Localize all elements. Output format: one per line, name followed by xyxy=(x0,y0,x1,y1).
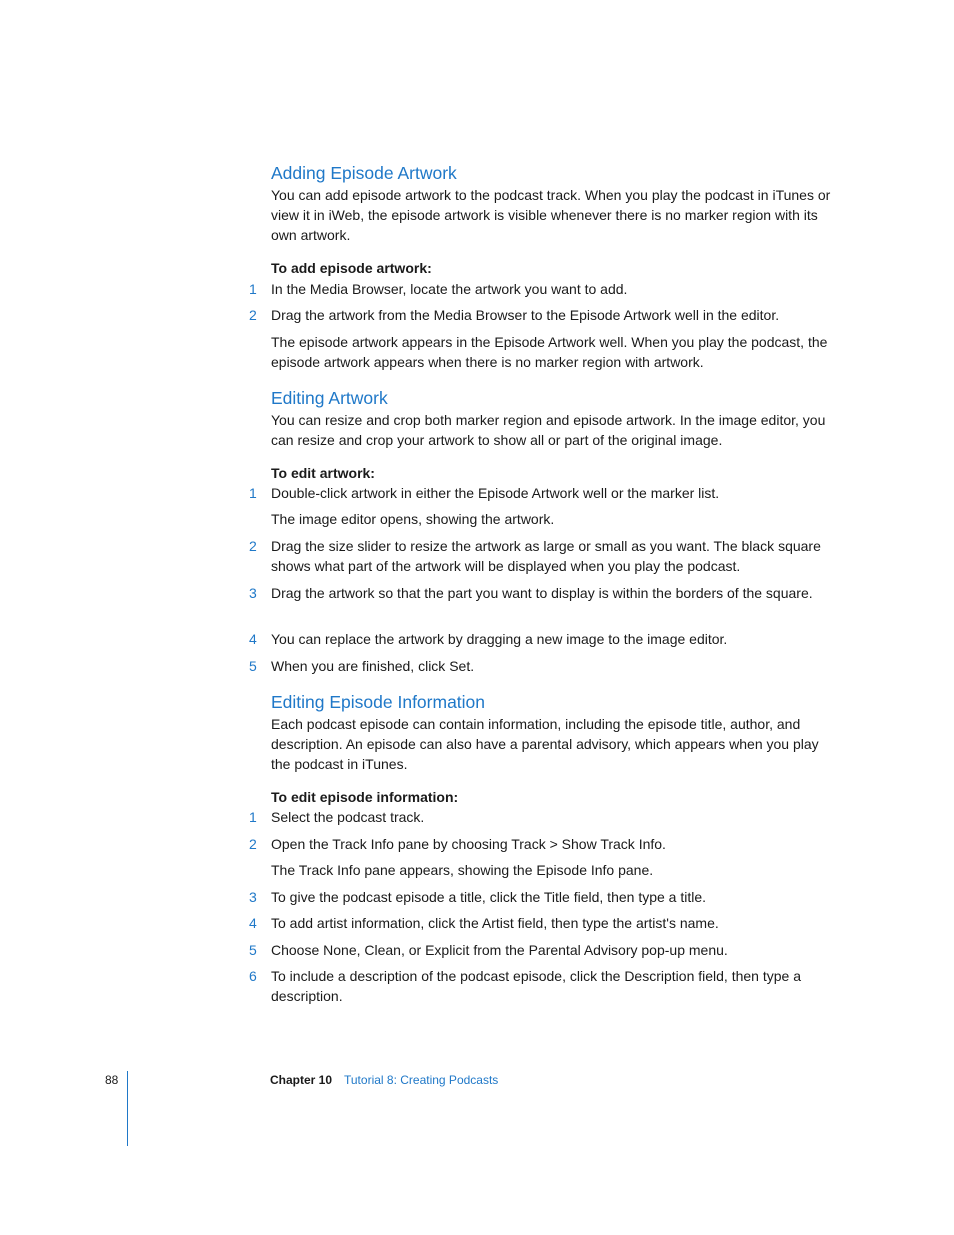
step-number: 2 xyxy=(249,836,257,852)
step-text: In the Media Browser, locate the artwork you want to add. xyxy=(271,281,628,297)
step-result-note: The image editor opens, showing the artwork. xyxy=(271,511,555,527)
footer-chapter-label: Chapter 10 xyxy=(270,1073,333,1087)
task-heading: To add episode artwork: xyxy=(271,260,432,276)
step-text: Select the podcast track. xyxy=(271,809,425,825)
step-number: 3 xyxy=(249,585,257,601)
section-heading-editing-episode-information: Editing Episode Information xyxy=(271,692,486,712)
section-intro: Each podcast episode can contain information, including the episode title, author, and description. An episode can also have a parental advisory, which appears when you play the podcast in iTunes. xyxy=(271,716,819,773)
footer-chapter-title: Tutorial 8: Creating Podcasts xyxy=(344,1073,499,1087)
step-number: 1 xyxy=(249,485,257,501)
section-heading-editing-artwork: Editing Artwork xyxy=(271,388,388,408)
step-text: To include a description of the podcast episode, click the Description field, then type a description. xyxy=(271,968,801,1005)
step-text: Double-click artwork in either the Episode Artwork well or the marker list. xyxy=(271,485,720,501)
step-text: Drag the size slider to resize the artwork as large or small as you want. The black square shows what part of the artwork will be displayed when you play the podcast. xyxy=(271,538,821,575)
step-number: 2 xyxy=(249,307,257,323)
step-number: 2 xyxy=(249,538,257,554)
step-number: 6 xyxy=(249,968,257,984)
step-number: 4 xyxy=(249,915,257,931)
step-text: Open the Track Info pane by choosing Track > Show Track Info. xyxy=(271,836,666,852)
page-number: 88 xyxy=(105,1073,119,1087)
section-heading-adding-episode-artwork: Adding Episode Artwork xyxy=(271,163,457,183)
section-intro: You can resize and crop both marker region and episode artwork. In the image editor, you can resize and crop your artwork to show all or part of the original image. xyxy=(271,412,826,449)
step-number: 5 xyxy=(249,942,257,958)
step-number: 5 xyxy=(249,658,257,674)
step-text: Choose None, Clean, or Explicit from the Parental Advisory pop-up menu. xyxy=(271,942,728,958)
step-text: You can replace the artwork by dragging a new image to the image editor. xyxy=(271,631,728,647)
step-text: To add artist information, click the Artist field, then type the artist's name. xyxy=(271,915,719,931)
footer-divider xyxy=(127,1071,128,1146)
section-intro: You can add episode artwork to the podcast track. When you play the podcast in iTunes or view it in iWeb, the episode artwork is visible whenever there is no marker region with its own artwork. xyxy=(271,187,831,244)
task-heading: To edit artwork: xyxy=(271,465,375,481)
step-number: 1 xyxy=(249,281,257,297)
step-number: 4 xyxy=(249,631,257,647)
step-text: To give the podcast episode a title, click the Title field, then type a title. xyxy=(271,889,707,905)
step-result-note: The Track Info pane appears, showing the Episode Info pane. xyxy=(271,862,654,878)
step-text: Drag the artwork so that the part you want to display is within the borders of the square. xyxy=(271,585,813,601)
step-text: Drag the artwork from the Media Browser to the Episode Artwork well in the editor. xyxy=(271,307,780,323)
step-number: 3 xyxy=(249,889,257,905)
step-text: When you are finished, click Set. xyxy=(271,658,475,674)
step-result-note: The episode artwork appears in the Episode Artwork well. When you play the podcast, the episode artwork appears when there is no marker region with artwork. xyxy=(271,334,828,371)
task-heading: To edit episode information: xyxy=(271,789,459,805)
step-number: 1 xyxy=(249,809,257,825)
